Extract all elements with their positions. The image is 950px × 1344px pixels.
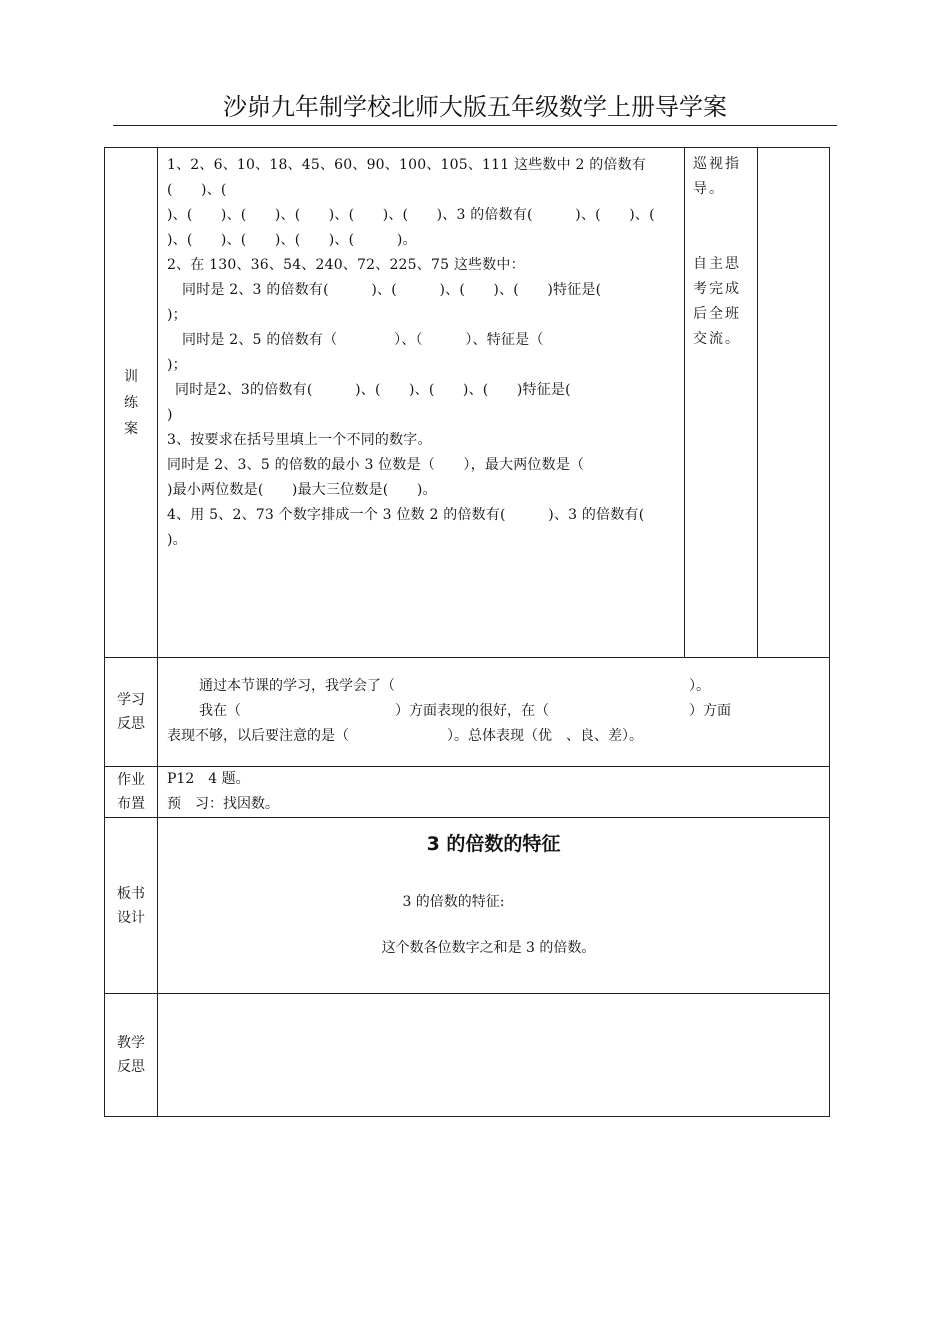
board-label-line: 设计 xyxy=(117,909,145,926)
lesson-table xyxy=(104,147,830,1117)
exercise-line: )、( )、( )、( )、( )、( )、3 的倍数有( )、( )、( xyxy=(167,207,655,223)
training-label-char: 练 xyxy=(124,394,138,411)
reflection-label-line: 反思 xyxy=(117,716,145,732)
homework-label-line: 作业 xyxy=(117,772,145,788)
exercise-line: )。 xyxy=(167,532,187,548)
reflection-label-line: 学习 xyxy=(117,692,145,708)
guide-line xyxy=(693,202,749,227)
guide-line: 后全班 xyxy=(693,306,741,322)
teaching-reflection-label-line: 教学 xyxy=(117,1035,145,1051)
exercise-line: 同时是 2、5 的倍数有（ ）、（ ）、特征是（ xyxy=(182,332,544,348)
reflection-content xyxy=(158,658,830,767)
exercise-line: ) xyxy=(167,407,173,423)
blank-column xyxy=(758,148,830,658)
board-label-line: 板书 xyxy=(117,885,145,902)
guide-line: 自主思 xyxy=(693,256,741,272)
training-label-char: 训 xyxy=(124,368,138,385)
exercise-line: )； xyxy=(167,357,187,373)
board-row xyxy=(105,818,830,994)
guide-line: 交流。 xyxy=(693,331,741,347)
header-divider xyxy=(113,125,837,126)
teacher-guide xyxy=(685,148,758,658)
teaching-reflection-row xyxy=(105,994,830,1117)
board-line: 3 的倍数的特征: xyxy=(402,894,505,910)
board-title: 3 的倍数的特征 xyxy=(426,833,561,855)
exercise-line: 同时是 2、3、5 的倍数的最小 3 位数是（ ），最大两位数是（ xyxy=(167,457,585,473)
exercise-line: )、( )、( )、( )、( )。 xyxy=(167,232,417,248)
training-label xyxy=(105,148,158,658)
homework-line: 预 习：找因数。 xyxy=(167,796,279,812)
exercise-line: )； xyxy=(167,307,187,323)
homework-content xyxy=(158,767,830,818)
homework-row xyxy=(105,767,830,818)
teaching-reflection-label-line: 反思 xyxy=(117,1059,145,1075)
guide-line: 巡视指 xyxy=(693,156,741,172)
exercise-line: 同时是2、3的倍数有( )、( )、( )、( )特征是( xyxy=(175,382,571,398)
exercise-line: 4、用 5、2、73 个数字排成一个 3 位数 2 的倍数有( )、3 的倍数有( xyxy=(167,507,645,523)
exercise-line: 1、2、6、10、18、45、60、90、100、105、111 这些数中 2 的倍数有( )、( xyxy=(167,157,647,198)
exercise-line: )最小两位数是( )最大三位数是( )。 xyxy=(167,482,437,498)
homework-label xyxy=(105,767,158,818)
exercise-line: 2、在 130、36、54、240、72、225、75 这些数中： xyxy=(167,257,525,273)
exercise-line: 3、按要求在括号里填上一个不同的数字。 xyxy=(167,432,432,448)
reflection-label xyxy=(105,658,158,767)
reflection-line: 通过本节课的学习，我学会了（ ）。 xyxy=(199,678,710,694)
board-label xyxy=(105,818,158,994)
reflection-line: 我在（ ）方面表现的很好，在（ ）方面 xyxy=(199,703,731,719)
training-row xyxy=(105,148,830,658)
page-title: 沙峁九年制学校北师大版五年级数学上册导学案 xyxy=(223,93,727,121)
reflection-row xyxy=(105,658,830,767)
training-label-char: 案 xyxy=(124,420,138,437)
reflection-line: 表现不够，以后要注意的是（ ）。总体表现（优 、良、差）。 xyxy=(167,728,643,744)
board-line: 这个数各位数字之和是 3 的倍数。 xyxy=(381,940,596,956)
homework-label-line: 布置 xyxy=(117,796,145,812)
exercise-line: 同时是 2、3 的倍数有( )、( )、( )、( )特征是( xyxy=(182,282,602,298)
board-content xyxy=(158,818,830,994)
guide-line: 导。 xyxy=(693,181,725,197)
teaching-reflection-content xyxy=(158,994,830,1117)
teaching-reflection-label xyxy=(105,994,158,1117)
guide-line: 考完成 xyxy=(693,281,741,297)
guide-line xyxy=(693,227,749,252)
homework-line: P12 4 题。 xyxy=(167,771,250,787)
training-content xyxy=(158,148,685,658)
